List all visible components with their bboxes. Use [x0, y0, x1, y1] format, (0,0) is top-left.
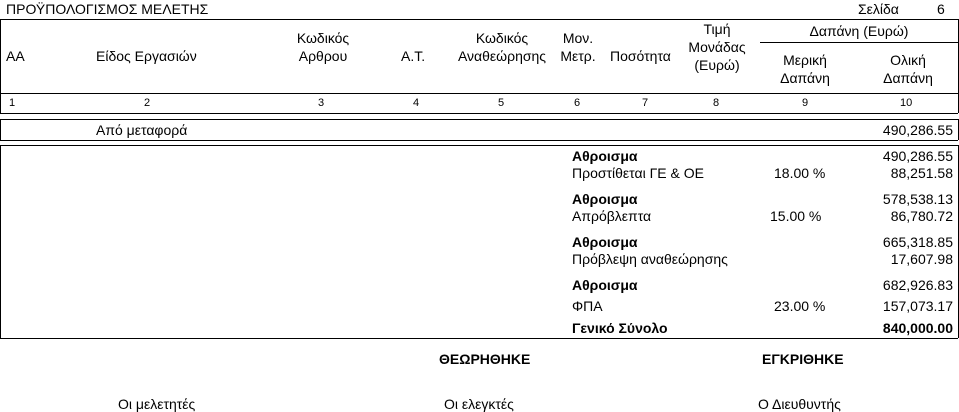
summary-top-line [0, 145, 958, 146]
summary-label-4: Απρόβλεπτα [572, 208, 652, 224]
col-aa-header: ΑΑ [6, 48, 25, 64]
col-number-4: 4 [413, 97, 420, 109]
summary-value-7: 682,926.83 [882, 277, 953, 293]
summary-value-5: 665,318.85 [882, 234, 953, 250]
summary-label-6: Πρόβλεψη αναθεώρησης [572, 251, 728, 267]
header-left-border [0, 19, 1, 113]
col-work-type-header: Είδος Εργασιών [96, 48, 197, 64]
col-unit-price-line2: Μονάδας [688, 39, 746, 55]
col-number-5: 5 [498, 97, 505, 109]
cost-group-divider [760, 42, 958, 43]
summary-value-9: 840,000.00 [882, 320, 953, 336]
summary-value-8: 157,073.17 [882, 298, 953, 314]
summary-label-5: Αθροισμα [572, 234, 638, 250]
summary-label-1: Αθροισμα [572, 148, 638, 164]
col-unit-line2: Μετρ. [560, 48, 596, 64]
col-article-code-line2: Αρθρου [298, 48, 348, 64]
col-unit-line1: Μον. [562, 30, 594, 46]
col-number-7: 7 [642, 97, 649, 109]
col-number-3: 3 [318, 97, 325, 109]
col-unit-price-line1: Τιμή [703, 21, 731, 37]
page-number: 6 [937, 1, 945, 17]
summary-label-3: Αθροισμα [572, 191, 638, 207]
summary-label-8: ΦΠΑ [572, 298, 603, 314]
summary-value-1: 490,286.55 [882, 148, 953, 164]
header-mid-line [0, 93, 958, 94]
summary-label-9: Γενικό Σύνολο [572, 320, 668, 336]
signature-designers: Οι μελετητές [118, 396, 196, 412]
col-revision-code-line1: Κωδικός [475, 30, 529, 46]
summary-value-2: 88,251.58 [890, 165, 953, 181]
cost-group-header: Δαπάνη (Ευρώ) [809, 23, 909, 39]
summary-label-7: Αθροισμα [572, 277, 638, 293]
summary-value-3: 578,538.13 [882, 191, 953, 207]
col-number-10: 10 [900, 97, 913, 109]
carry-over-top-line [0, 119, 958, 120]
summary-value-6: 17,607.98 [890, 251, 953, 267]
carry-over-bottom-line [0, 140, 958, 141]
page-title: ΠΡΟΫΠΟΛΟΓΙΣΜΟΣ ΜΕΛΕΤΗΣ [6, 1, 209, 17]
col-number-6: 6 [574, 97, 581, 109]
col-number-1: 1 [9, 97, 16, 109]
page-label: Σελίδα [858, 1, 899, 17]
header-top-line [0, 19, 958, 20]
col-article-code-line1: Κωδικός [296, 30, 350, 46]
col-quantity-header: Ποσότητα [610, 48, 671, 64]
col-total-line1: Ολική [890, 52, 926, 68]
summary-percent-4: 15.00 % [770, 208, 822, 224]
summary-left-border [0, 145, 1, 338]
col-unit-price-line3: (Ευρώ) [694, 57, 740, 73]
signature-director: Ο Διευθυντής [758, 396, 841, 412]
carry-over-label: Από μεταφορά [96, 122, 188, 138]
carry-over-value: 490,286.55 [882, 122, 953, 138]
col-number-2: 2 [144, 97, 151, 109]
summary-value-4: 86,780.72 [890, 208, 953, 224]
signature-controllers: Οι ελεγκτές [444, 396, 514, 412]
col-revision-code-line2: Αναθεώρησης [457, 48, 547, 64]
summary-percent-8: 23.00 % [774, 298, 826, 314]
col-partial-line2: Δαπάνη [780, 70, 830, 86]
summary-bottom-line [0, 338, 958, 339]
header-bottom-line [0, 113, 958, 114]
col-partial-line1: Μερική [783, 52, 827, 68]
col-at-header: Α.Τ. [401, 48, 426, 64]
carry-over-left-border [0, 119, 1, 140]
reviewed-stamp: ΘΕΩΡΗΘΗΚΕ [439, 351, 531, 367]
col-number-9: 9 [802, 97, 809, 109]
summary-percent-2: 18.00 % [774, 165, 826, 181]
approved-stamp: ΕΓΚΡΙΘΗΚΕ [762, 351, 844, 367]
col-number-8: 8 [713, 97, 720, 109]
col-total-line2: Δαπάνη [883, 70, 933, 86]
summary-label-2: Προστίθεται ΓΕ & ΟΕ [572, 165, 704, 181]
